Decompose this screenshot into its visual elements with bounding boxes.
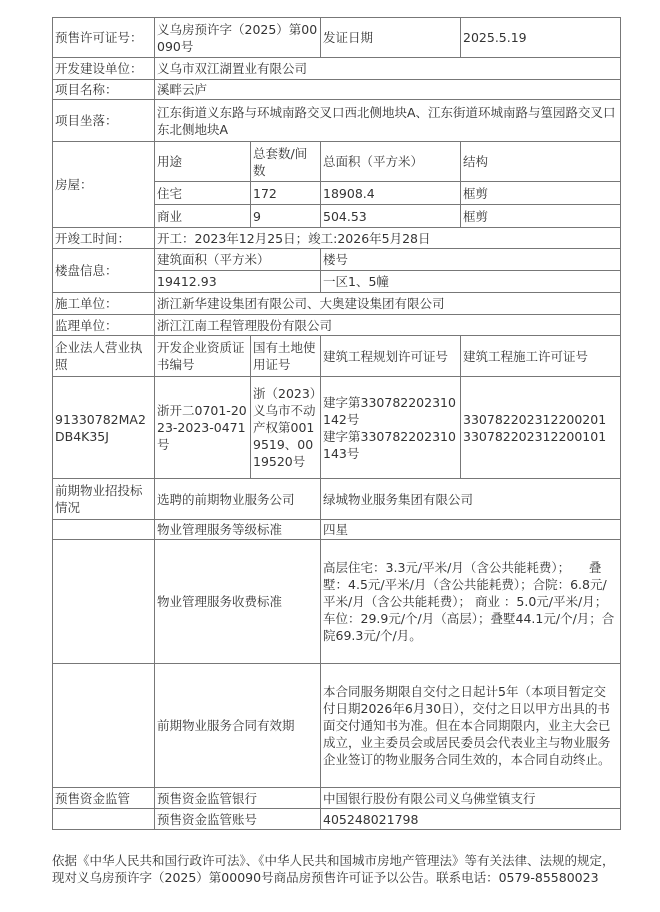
escrow-bank-label: 预售资金监管银行 (155, 788, 321, 809)
construction-permit-values (461, 377, 621, 479)
building-label: 楼盘信息： (53, 249, 155, 293)
building-header-row (53, 249, 621, 271)
project-name-value: 溪畔云庐 (155, 80, 621, 100)
supervision-value: 浙江江南工程管理股份有限公司 (155, 315, 621, 336)
property-company-row (53, 479, 621, 520)
escrow-account-row (53, 809, 621, 830)
escrow-account-label: 预售资金监管账号 (155, 809, 321, 830)
planning-permit-2: 建字第330782202310143号 (323, 428, 456, 461)
developer-value: 义乌市双江湖置业有限公司 (155, 58, 621, 80)
land-cert-header: 国有土地使用证号 (251, 336, 321, 377)
building-number-value: 一区1、5幢 (321, 271, 621, 293)
construction-permit-1: 330782202312200201 (463, 411, 607, 427)
planning-permit-values (321, 377, 461, 479)
housing-area: 504.53 (321, 205, 461, 228)
location-label: 项目坐落： (53, 100, 155, 142)
housing-use: 住宅 (155, 182, 251, 205)
permit-number-value: 义乌房预许字（2025）第00090号 (155, 18, 321, 58)
presale-permit-table (52, 17, 626, 830)
property-level-value: 四星 (321, 520, 621, 540)
building-area-value: 19412.93 (155, 271, 321, 293)
housing-header-count: 总套数/间数 (251, 142, 321, 182)
construction-row (53, 293, 621, 315)
schedule-value: 开工：2023年12月25日；竣工:2026年5月28日 (155, 228, 621, 249)
property-fee-value: 高层住宅：3.3元/平米/月（含公共能耗费）； 叠墅：4.5元/平米/月（含公共能耗费）；合院：6.8元/平米/月（含公共能耗费）； 商业 ：5.0元/平米/月； 车位：29.9元/个/月（高层）；叠墅44.1元/个/月；合院69.3元/个/月。 (321, 540, 621, 664)
schedule-label: 开竣工时间： (53, 228, 155, 249)
property-contract-value: 本合同服务期限自交付之日起计5年（本项目暂定交付日期2026年6月30日），交付之日以甲方出具的书面交付通知书为准。但在本合同期限内，业主大会已成立，业主委员会或居民委员会代表业主与物业服务企业签订的物业服务合同生效的，本合同自动终止。 (321, 664, 621, 788)
qualification-value: 浙开二0701-2023-2023-0471号 (155, 377, 251, 479)
building-number-header: 楼号 (321, 249, 621, 271)
permit-number-label: 预售许可证号： (53, 18, 155, 58)
building-area-header: 建筑面积（平方米） (155, 249, 321, 271)
property-company-label: 选聘的前期物业服务公司 (155, 479, 321, 520)
property-level-label: 物业管理服务等级标准 (155, 520, 321, 540)
housing-header-use: 用途 (155, 142, 251, 182)
announcement-footer: 依据《中华人民共和国行政许可法》、《中华人民共和国城市房地产管理法》等有关法律、法规的规定，现对义乌房预许字（2025）第00090号商品房预售许可证予以公告。联系电话：0579-85580023 (52, 853, 615, 885)
supervision-label: 监理单位： (53, 315, 155, 336)
planning-permit-header: 建筑工程规划许可证号 (321, 336, 461, 377)
planning-permit-1: 建字第330782202310142号 (323, 394, 456, 427)
property-contract-label: 前期物业服务合同有效期 (155, 664, 321, 788)
license-value-row (53, 377, 621, 479)
property-level-row (53, 520, 621, 540)
project-name-label: 项目名称： (53, 80, 155, 100)
business-license-header: 企业法人营业执照 (53, 336, 155, 377)
housing-count: 172 (251, 182, 321, 205)
project-name-row (53, 80, 621, 100)
issue-date-label: 发证日期 (321, 18, 461, 58)
construction-value: 浙江新华建设集团有限公司、大奥建设集团有限公司 (155, 293, 621, 315)
property-label: 前期物业招投标情况 (53, 479, 155, 520)
housing-area: 18908.4 (321, 182, 461, 205)
issue-date-value: 2025.5.19 (461, 18, 621, 58)
property-fee-label: 物业管理服务收费标准 (155, 540, 321, 664)
housing-header-structure: 结构 (461, 142, 621, 182)
construction-label: 施工单位： (53, 293, 155, 315)
property-fee-row (53, 540, 621, 664)
business-license-value: 91330782MA2DB4K35J (53, 377, 155, 479)
construction-permit-2: 330782202312200101 (463, 428, 607, 444)
escrow-bank-row (53, 788, 621, 809)
schedule-row (53, 228, 621, 249)
housing-structure: 框剪 (461, 205, 621, 228)
escrow-bank-value: 中国银行股份有限公司义乌佛堂镇支行 (321, 788, 621, 809)
housing-header-area: 总面积（平方米） (321, 142, 461, 182)
permit-row (53, 18, 621, 58)
escrow-label: 预售资金监管 (53, 788, 155, 809)
escrow-account-value: 405248021798 (321, 809, 621, 830)
supervision-row (53, 315, 621, 336)
developer-label: 开发建设单位： (53, 58, 155, 80)
housing-count: 9 (251, 205, 321, 228)
qualification-header: 开发企业资质证书编号 (155, 336, 251, 377)
housing-use: 商业 (155, 205, 251, 228)
property-company-value: 绿城物业服务集团有限公司 (321, 479, 621, 520)
land-cert-value: 浙（2023）义乌市不动产权第0019519、0019520号 (251, 377, 321, 479)
developer-row (53, 58, 621, 80)
housing-structure: 框剪 (461, 182, 621, 205)
housing-header-row (53, 142, 621, 182)
location-row (53, 100, 621, 142)
housing-label: 房屋： (53, 142, 155, 228)
location-value: 江东街道义东路与环城南路交叉口西北侧地块A、江东街道环城南路与篁园路交叉口东北侧地块A (155, 100, 621, 142)
property-contract-row (53, 664, 621, 788)
license-header-row (53, 336, 621, 377)
construction-permit-header: 建筑工程施工许可证号 (461, 336, 621, 377)
